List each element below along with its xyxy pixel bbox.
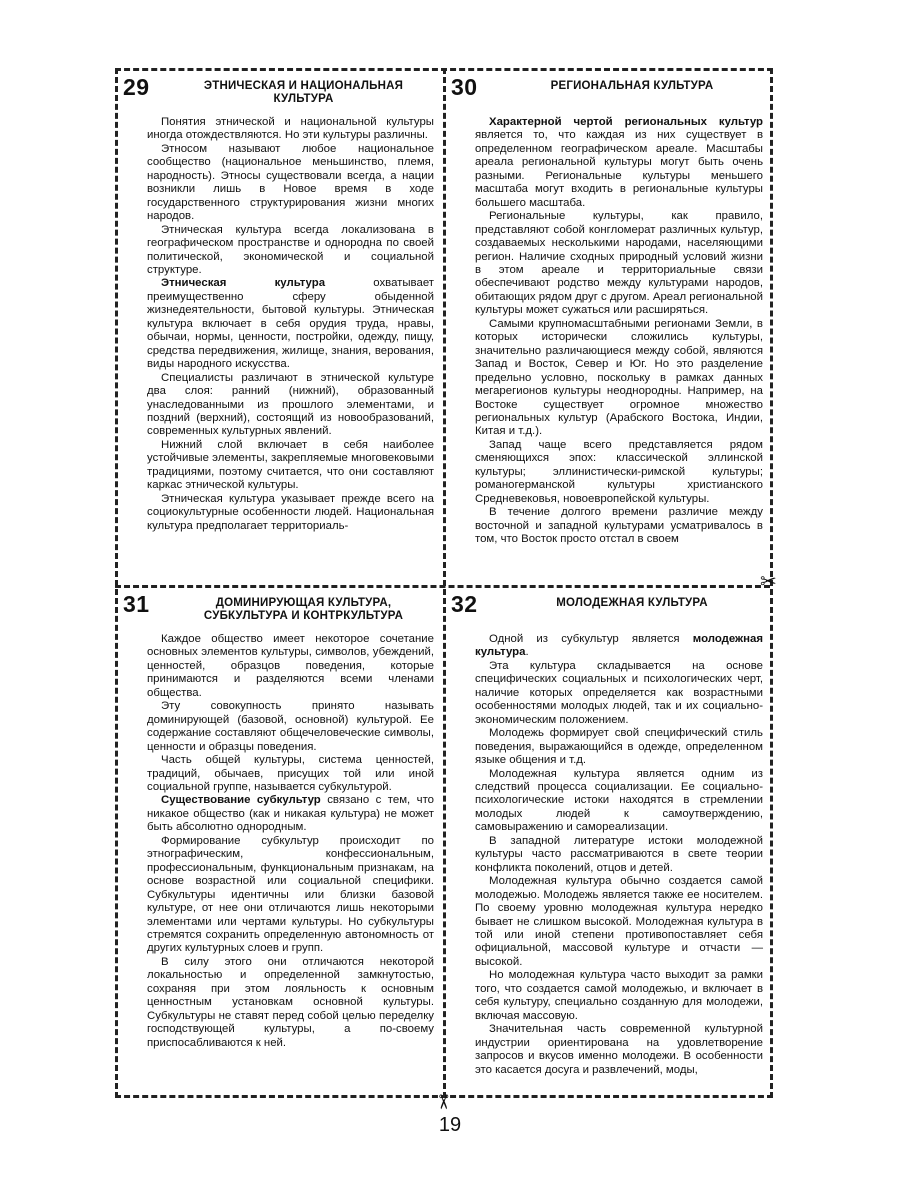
scissors-icon: ✂ — [431, 1093, 454, 1111]
card-title-line: ДОМИНИРУЮЩАЯ КУЛЬТУРА, — [215, 597, 392, 609]
scissors-icon: ✂ — [760, 571, 777, 593]
paragraph: Региональные культуры, как правило, представляют собой конгломерат различных культур, создаваемых несколькими народами, населяющими регион. Наличие сходных природный условий жизни в этом ареале и территориальные связи обеспечивают родство между культурами народов, обитающих рядом друг с другом. Ареал региональной культуры может сужаться или расширяться. — [475, 210, 763, 317]
card-title — [497, 591, 767, 610]
card-number: 29 — [123, 74, 150, 100]
card-31 — [123, 591, 438, 1091]
card-title — [497, 74, 767, 93]
paragraph: Понятия этнической и национальной культуры иногда отождествляются. Но эти культуры различны. — [147, 116, 434, 142]
card-title — [169, 591, 438, 623]
paragraph: Нижний слой включает в себя наиболее устойчивые элементы, закрепляемые многовековыми традициями, поэтому считается, что они составляют каркас этнической культуры. — [147, 438, 434, 492]
paragraph: Но молодежная культура часто выходит за рамки того, что создается самой молодежью, и включает в себя культуру, специально созданную для молодежи, включая массовую. — [475, 969, 763, 1022]
card-title-line: СУБКУЛЬТУРА И КОНТРКУЛЬТУРА — [203, 610, 404, 622]
paragraph: Молодежь формирует свой специфический стиль поведения, выражающийся в одежде, определенном языке общения и т.д. — [475, 727, 763, 767]
card-title-line: МОЛОДЕЖНАЯ КУЛЬТУРА — [556, 597, 708, 609]
card-body — [451, 633, 767, 1077]
paragraph: Этническая культура указывает прежде всего на социокультурные особенности людей. Национальная культура предполагает территориаль- — [147, 492, 434, 532]
card-title — [169, 74, 438, 106]
page-number: 19 — [438, 1114, 462, 1136]
paragraph: Часть общей культуры, система ценностей, традиций, обычаев, присущих той или иной социальной группе, называется субкультурой. — [147, 754, 434, 793]
paragraph: Эта культура складывается на основе специфических социальных и психологических черт, наличие которых определяется как возрастными особенностями молодых людей, так и их социально-экономическим положением. — [475, 659, 763, 726]
paragraph: Этническая культура всегда локализована в географическом пространстве и однородна по своей политической, экономической и социальной структуре. — [147, 223, 434, 276]
paragraph: Специалисты различают в этнической культуре два слоя: ранний (нижний), образованный унаследованными из прошлого элементами, и поздний (верхний), состоящий из новообразований, современных культурных явлений. — [147, 371, 434, 438]
paragraph: Самыми крупномасштабными регионами Земли, в которых исторически сложились культуры, значительно различающиеся между собой, являются Запад и Восток, Север и Юг. Но это разделение предельно условно, поскольку в рамках данных мегарегионов культуры неоднородны. Например, на Востоке существует огромное множество региональных культур (Арабского Востока, Индии, Китая и т.д.). — [475, 317, 763, 438]
card-number: 30 — [451, 74, 478, 100]
paragraph: Формирование субкультур происходит по этнографическим, конфессиональным, профессиональным, функциональным признакам, на основе возрастной или социальной специфики. Субкультуры идентичны или близки базовой культуре, от нее они отличаются лишь некоторыми элементами или чертами культуры. Но субкультуры стремятся сохранить определенную автономность от других культурных слоев и групп. — [147, 834, 434, 955]
paragraph: Молодежная культура является одним из следствий процесса социализации. Ее социально-психологические истоки находятся в стремлении молодых людей к самоутверждению, самовыражению и самореализации. — [475, 767, 763, 834]
paragraph: В западной литературе истоки молодежной культуры часто рассматриваются в свете теории конфликта поколений, отцов и детей. — [475, 834, 763, 874]
paragraph: Этническая культура охватывает преимущественно сферу обыденной жизнедеятельности, бытовой культуры. Этническая культура включает в себя орудия труда, нравы, обычаи, нормы, ценности, постройки, одежду, пищу, средства передвижения, жилище, знания, верования, виды народного искусства. — [147, 277, 434, 371]
paragraph: Молодежная культура обычно создается самой молодежью. Молодежь является также ее носителем. По своему уровню молодежная культура нередко бывает не слишком высокой. Молодежная культура в той или иной степени противопоставляет себя официальной, массовой культуре и отчасти — высокой. — [475, 875, 763, 968]
card-29 — [123, 74, 438, 579]
paragraph: В силу этого они отличаются некоторой локальностью и определенной замкнутостью, сохраняя при этом лояльность к основным ценностным установкам основной культуры. Субкультуры не ставят перед собой целью переделку господствующей культуры, а по-своему приспосабливаются к ней. — [147, 955, 434, 1049]
card-number: 32 — [451, 591, 478, 617]
card-title-line: ЭТНИЧЕСКАЯ И НАЦИОНАЛЬНАЯ — [203, 80, 404, 92]
paragraph: Этносом называют любое национальное сообщество (национальное меньшинство, племя, народность). Этносы существовали всегда, а нации возникли лишь в Новое время в ходе государственного структурирования жизни многих народов. — [147, 142, 434, 223]
paragraph: Характерной чертой региональных культур является то, что каждая из них существует в определенном географическом ареале. Масштабы ареала региональной культуры могут быть очень разными. Региональные культуры меньшего масштаба могут входить в региональные культуры большего масштаба. — [475, 116, 763, 209]
paragraph: Существование субкультур связано с тем, что никакое общество (как и никакая культура) не может быть абсолютно однородным. — [147, 794, 434, 834]
card-body — [123, 116, 438, 533]
paragraph: В течение долгого времени различие между восточной и западной культурами усматривалось в том, что Восток просто отстал в своем — [475, 506, 763, 546]
cut-line-left — [115, 68, 118, 1098]
cut-line-center — [443, 68, 446, 1098]
card-body — [451, 116, 767, 547]
card-32 — [451, 591, 767, 1091]
paragraph: Значительная часть современной культурной индустрии ориентирована на удовлетворение запросов и вкусов именно молодежи. В особенности это касается досуга и развлечений, моды, — [475, 1023, 763, 1076]
paragraph: Эту совокупность принято называть доминирующей (базовой, основной) культурой. Ее содержание составляют общечеловеческие символы, ценности и образцы поведения. — [147, 700, 434, 753]
paragraph: Запад чаще всего представляется рядом сменяющихся эпох: классической эллинской культуры; эллинистически-римской культуры; романогерманской культуры христианского Средневековья, новоевропейской культуры. — [475, 438, 763, 505]
card-title-line: РЕГИОНАЛЬНАЯ КУЛЬТУРА — [550, 80, 714, 92]
paragraph: Каждое общество имеет некоторое сочетание основных элементов культуры, символов, убеждений, ценностей, образцов поведения, которые принимаются и разделяются всеми членами общества. — [147, 633, 434, 699]
paragraph: Одной из субкультур является молодежная культура. — [475, 633, 763, 659]
cutout-sheet — [115, 68, 773, 1098]
card-body — [123, 633, 438, 1050]
card-30 — [451, 74, 767, 579]
card-title-line: КУЛЬТУРА — [273, 93, 334, 105]
card-number: 31 — [123, 591, 150, 617]
